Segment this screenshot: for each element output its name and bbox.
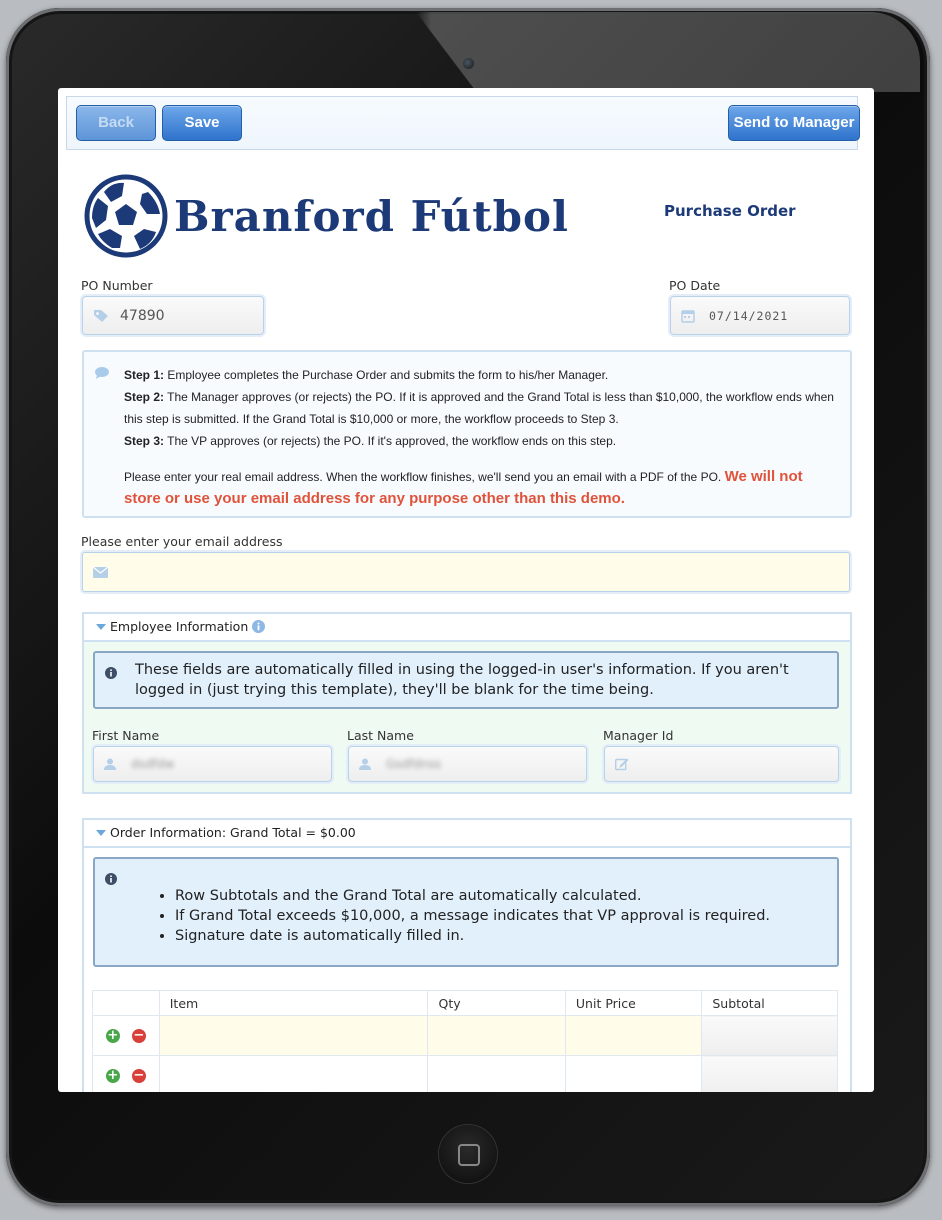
first-name-field[interactable] [93, 746, 332, 782]
home-button[interactable] [439, 1125, 497, 1183]
first-name-label: First Name [92, 728, 160, 743]
item-input[interactable] [159, 1016, 428, 1056]
qty-column-header: Qty [428, 991, 565, 1016]
qty-input[interactable] [428, 1016, 565, 1056]
po-number-field[interactable] [82, 296, 264, 335]
collapse-icon[interactable] [96, 624, 106, 630]
unit-price-column-header: Unit Price [565, 991, 701, 1016]
table-row [93, 1056, 838, 1093]
row-actions [93, 1056, 160, 1093]
employee-note: These fields are automatically filled in using the logged-in user's information. If you aren't logged in (just trying this template), they'll be blank for the time being. [93, 651, 839, 709]
po-number-label: PO Number [81, 278, 153, 293]
step-2: Step 2: The Manager approves (or rejects) the PO. If it is approved and the Grand Total is less than $10,000, the workflow ends when this step is submitted. If the Grand Total is $10,000 or more, the workflow proceeds to Step 3. [124, 390, 834, 426]
row-actions-header [93, 991, 160, 1016]
email-notice: Please enter your real email address. When the workflow finishes, we'll send you an email with a PDF of the PO. We will not store or use your email address for any purpose other than this demo. [124, 468, 803, 507]
email-input[interactable] [82, 552, 850, 592]
unit-price-input[interactable] [565, 1056, 701, 1093]
send-to-manager-button[interactable]: Send to Manager [728, 105, 860, 141]
info-icon[interactable] [252, 620, 265, 633]
manager-id-field[interactable] [604, 746, 839, 782]
privacy-warning: We will not store or use your email address for any purpose other than this demo. [124, 468, 803, 507]
last-name-label: Last Name [347, 728, 414, 743]
remove-row-icon[interactable]: − [133, 1028, 145, 1044]
po-date-value: 07/14/2021 [709, 308, 789, 323]
workflow-instructions [82, 350, 852, 518]
row-actions [93, 1016, 160, 1056]
subtotal-cell [702, 1016, 838, 1056]
collapse-icon[interactable] [96, 830, 106, 836]
info-icon [105, 873, 117, 885]
save-button[interactable]: Save [162, 105, 242, 141]
step-3: Step 3: The VP approves (or rejects) the PO. If it's approved, the workflow ends on this step. [124, 434, 617, 448]
camera-icon [463, 58, 474, 69]
info-icon [105, 667, 117, 679]
soccer-ball-logo-icon [84, 174, 168, 258]
brand-name: Branford Fútbol [174, 192, 569, 241]
order-note: • Row Subtotals and the Grand Total are automatically calculated. [175, 886, 770, 906]
remove-row-icon[interactable]: − [133, 1068, 145, 1084]
subtotal-cell [702, 1056, 838, 1093]
user-icon [104, 758, 116, 770]
step-1: Step 1: Employee completes the Purchase Order and submits the form to his/her Manager. [124, 368, 609, 382]
edit-icon [615, 758, 629, 771]
envelope-icon [93, 567, 108, 578]
form-screen [58, 88, 874, 1092]
back-button[interactable]: Back [76, 105, 156, 141]
order-note: • Signature date is automatically filled in. [175, 926, 770, 946]
calendar-icon [681, 309, 695, 323]
first-name-value: dsdfdw [131, 757, 175, 771]
unit-price-input[interactable] [565, 1016, 701, 1056]
tag-icon [93, 309, 109, 323]
order-notes [93, 857, 839, 967]
item-column-header: Item [159, 991, 428, 1016]
add-row-icon[interactable]: + [107, 1068, 119, 1084]
comment-icon [94, 366, 110, 380]
order-section-header[interactable]: Order Information: Grand Total = $0.00 [84, 820, 850, 848]
add-row-icon[interactable]: + [107, 1028, 119, 1044]
po-date-label: PO Date [669, 278, 721, 293]
qty-input[interactable] [428, 1056, 565, 1093]
po-number-value: 47890 [120, 307, 165, 324]
order-items-table [92, 990, 838, 1092]
last-name-value: Gsdfdnss [386, 757, 442, 771]
email-label: Please enter your email address [81, 534, 283, 549]
manager-id-label: Manager Id [603, 728, 674, 743]
employee-section [82, 612, 852, 794]
table-row [93, 1016, 838, 1056]
order-note: • If Grand Total exceeds $10,000, a message indicates that VP approval is required. [175, 906, 770, 926]
toolbar [66, 96, 858, 150]
page-title: Purchase Order [664, 202, 796, 220]
last-name-field[interactable] [348, 746, 587, 782]
po-date-field[interactable] [670, 296, 850, 335]
user-icon [359, 758, 371, 770]
employee-section-header[interactable]: Employee Information [84, 614, 850, 642]
subtotal-column-header: Subtotal [702, 991, 838, 1016]
item-input[interactable] [159, 1056, 428, 1093]
